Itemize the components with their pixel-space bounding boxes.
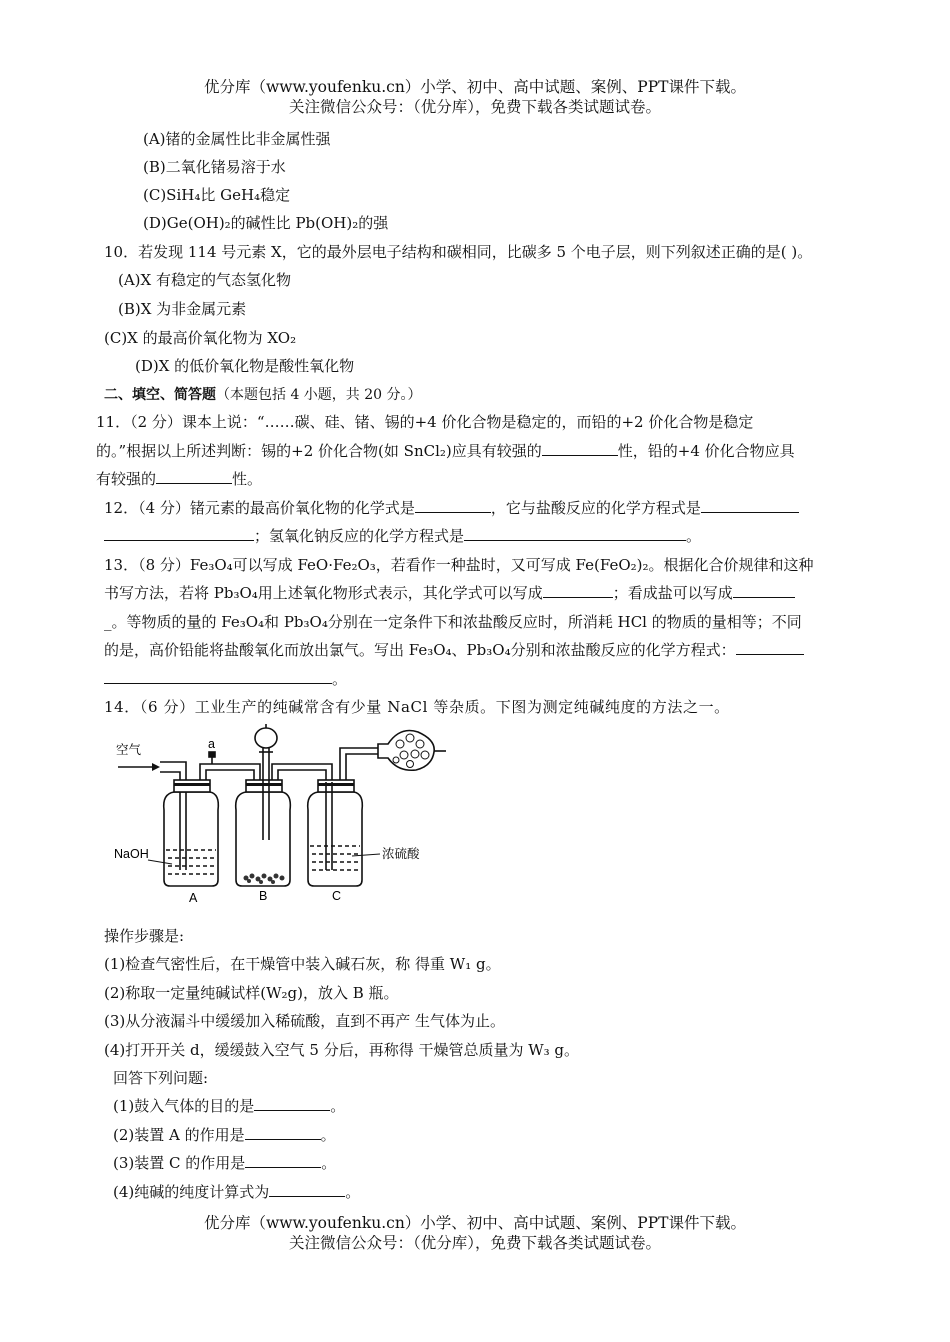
- answer-2: [113, 1125, 336, 1145]
- answer-1: [113, 1096, 345, 1116]
- valve-a: [209, 752, 215, 757]
- tube-c-to-dryer-inner: [346, 754, 378, 782]
- section-note: （本题包括 4 小题，共 20 分。）: [216, 387, 422, 403]
- q9-option-d: (D)Ge(OH)₂的碱性比 Pb(OH)₂的强: [143, 214, 389, 232]
- q12-line-1a: 12．（4 分）锗元素的最高价氧化物的化学式是: [104, 499, 415, 517]
- bottle-c: [308, 792, 363, 886]
- q12-line-2b: 。: [686, 527, 702, 545]
- step-4: (4)打开开关 d，缓缓鼓入空气 5 分后，再称得 干燥管总质量为 W₃ g。: [104, 1041, 580, 1059]
- tube-a-to-b-inner: [206, 770, 254, 780]
- step-3: (3)从分液漏斗中缓缓加入稀硫酸，直到不再产 生气体为止。: [104, 1012, 506, 1030]
- q11-blank-2[interactable]: [156, 469, 232, 484]
- q11-line-2b: 性，铅的+4 价化合物应具: [617, 442, 795, 460]
- q12-blank-3[interactable]: [464, 526, 686, 541]
- q11-line-2a: 的。”根据以上所述判断：锡的+2 价化合物(如 SnCl₂)应具有较强的: [96, 442, 542, 460]
- q12-line-1: [104, 498, 799, 518]
- q10-option-a: (A)X 有稳定的气态氢化物: [118, 271, 291, 289]
- answer-3-blank[interactable]: [245, 1153, 321, 1168]
- q12-blank-2-cont[interactable]: [104, 526, 254, 541]
- q10-option-b: (B)X 为非金属元素: [118, 300, 247, 318]
- tube-a-to-b: [200, 764, 260, 780]
- q10-option-c: (C)X 的最高价氧化物为 XO₂: [104, 329, 297, 347]
- label-naoh: NaOH: [114, 847, 149, 861]
- q13-line-3: _。等物质的量的 Fe₃O₄和 Pb₃O₄分别在一定条件下和浓盐酸反应时，所消耗 HCl 的物质的量相等；不同: [104, 613, 802, 631]
- label-bottle-a: A: [189, 891, 198, 905]
- q13-line-2a: 书写方法，若将 Pb₃O₄用上述氧化物形式表示，其化学式可以写成: [104, 584, 543, 602]
- label-bottle-c: C: [332, 889, 342, 903]
- step-2: (2)称取一定量纯碱试样(W₂g)，放入 B 瓶。: [104, 984, 399, 1002]
- q12-line-2a: ；氢氧化钠反应的化学方程式是: [254, 527, 465, 545]
- answer-1-label: (1)鼓入气体的目的是: [113, 1097, 255, 1115]
- answer-1-blank[interactable]: [254, 1096, 330, 1111]
- answer-4: [113, 1182, 360, 1202]
- separating-funnel: [255, 728, 277, 748]
- answer-4-label: (4)纯碱的纯度计算式为: [113, 1183, 270, 1201]
- label-valve-a: a: [208, 737, 215, 751]
- q9-option-a: (A)锗的金属性比非金属性强: [143, 130, 331, 148]
- answer-2-blank[interactable]: [245, 1125, 321, 1140]
- steps-title: 操作步骤是:: [104, 927, 185, 945]
- q13-blank-3-cont[interactable]: [104, 669, 332, 684]
- q9-option-c: (C)SiH₄比 GeH₄稳定: [143, 186, 291, 204]
- section-title: [104, 385, 422, 405]
- q12-blank-2[interactable]: [701, 498, 799, 513]
- footer-line-1: 优分库（www.youfenku.cn）小学、初中、高中试题、案例、PPT课件下载。: [203, 1214, 747, 1232]
- q13-blank-1[interactable]: [543, 583, 613, 598]
- answer-3-label: (3)装置 C 的作用是: [113, 1154, 246, 1172]
- q12-blank-1[interactable]: [415, 498, 491, 513]
- q14-stem: 14．（6 分）工业生产的纯碱常含有少量 NaCl 等杂质。下图为测定纯碱纯度的方法之一。: [104, 698, 730, 716]
- answer-title: 回答下列问题:: [113, 1069, 209, 1087]
- q13-line-1: 13．（8 分）Fe₃O₄可以写成 FeO·Fe₂O₃，若看作一种盐时，又可写成 Fe(FeO₂)₂。根据化合价规律和这种: [104, 556, 814, 574]
- answer-2-period: 。: [320, 1126, 336, 1144]
- q11-line-2: [96, 441, 795, 461]
- q13-blank-3[interactable]: [736, 640, 804, 655]
- apparatus-diagram: [112, 722, 452, 908]
- q11-line-3b: 性。: [232, 470, 263, 488]
- label-air: 空气: [116, 743, 142, 757]
- q11-line-1: 11．（2 分）课本上说：“……碳、硅、锗、锡的+4 价化合物是稳定的，而铅的+2 价化合物是稳定: [96, 413, 754, 431]
- q13-line-5b: 。: [332, 670, 348, 688]
- q12-line-1b: ，它与盐酸反应的化学方程式是: [490, 499, 701, 517]
- q11-line-3: [96, 469, 262, 489]
- q13-line-2b: ；看成盐可以写成: [612, 584, 733, 602]
- sample-granules: [244, 874, 285, 885]
- label-acid: 浓硫酸: [382, 847, 420, 861]
- footer-line-2: 关注微信公众号：（优分库），免费下载各类试题试卷。: [288, 1234, 661, 1252]
- q11-blank-1[interactable]: [542, 441, 618, 456]
- q13-line-5: [104, 669, 347, 689]
- bottle-a: [164, 792, 219, 886]
- air-arrow-head: [152, 763, 160, 771]
- step-1: (1)检查气密性后，在干燥管中装入碱石灰，称 得重 W₁ g。: [104, 955, 501, 973]
- header-line-1: 优分库（www.youfenku.cn）小学、初中、高中试题、案例、PPT课件下载。: [203, 78, 747, 96]
- answer-3-period: 。: [321, 1154, 337, 1172]
- q10-option-d: (D)X 的低价氧化物是酸性氧化物: [135, 357, 355, 375]
- answer-4-period: 。: [345, 1183, 361, 1201]
- q10-stem: 10．若发现 114 号元素 X，它的最外层电子结构和碳相同，比碳多 5 个电子层，则下列叙述正确的是( )。: [104, 243, 813, 261]
- header-line-2: 关注微信公众号：（优分库），免费下载各类试题试卷。: [288, 98, 661, 116]
- section-title-text: 二、填空、简答题: [104, 387, 216, 403]
- q13-blank-2[interactable]: [733, 583, 795, 598]
- q13-line-4: [104, 640, 804, 660]
- label-bottle-b: B: [259, 889, 268, 903]
- answer-1-period: 。: [330, 1097, 346, 1115]
- q9-option-b: (B)二氧化锗易溶于水: [143, 158, 286, 176]
- q12-line-2: [104, 526, 701, 546]
- answer-3: [113, 1153, 336, 1173]
- answer-2-label: (2)装置 A 的作用是: [113, 1126, 245, 1144]
- q11-line-3a: 有较强的: [96, 470, 157, 488]
- q13-line-2: [104, 583, 795, 603]
- soda-lime: [393, 734, 429, 768]
- answer-4-blank[interactable]: [269, 1182, 345, 1197]
- q13-line-4a: 的是，高价铅能将盐酸氧化而放出氯气。写出 Fe₃O₄、Pb₃O₄分别和浓盐酸反应的化学方程式：: [104, 641, 736, 659]
